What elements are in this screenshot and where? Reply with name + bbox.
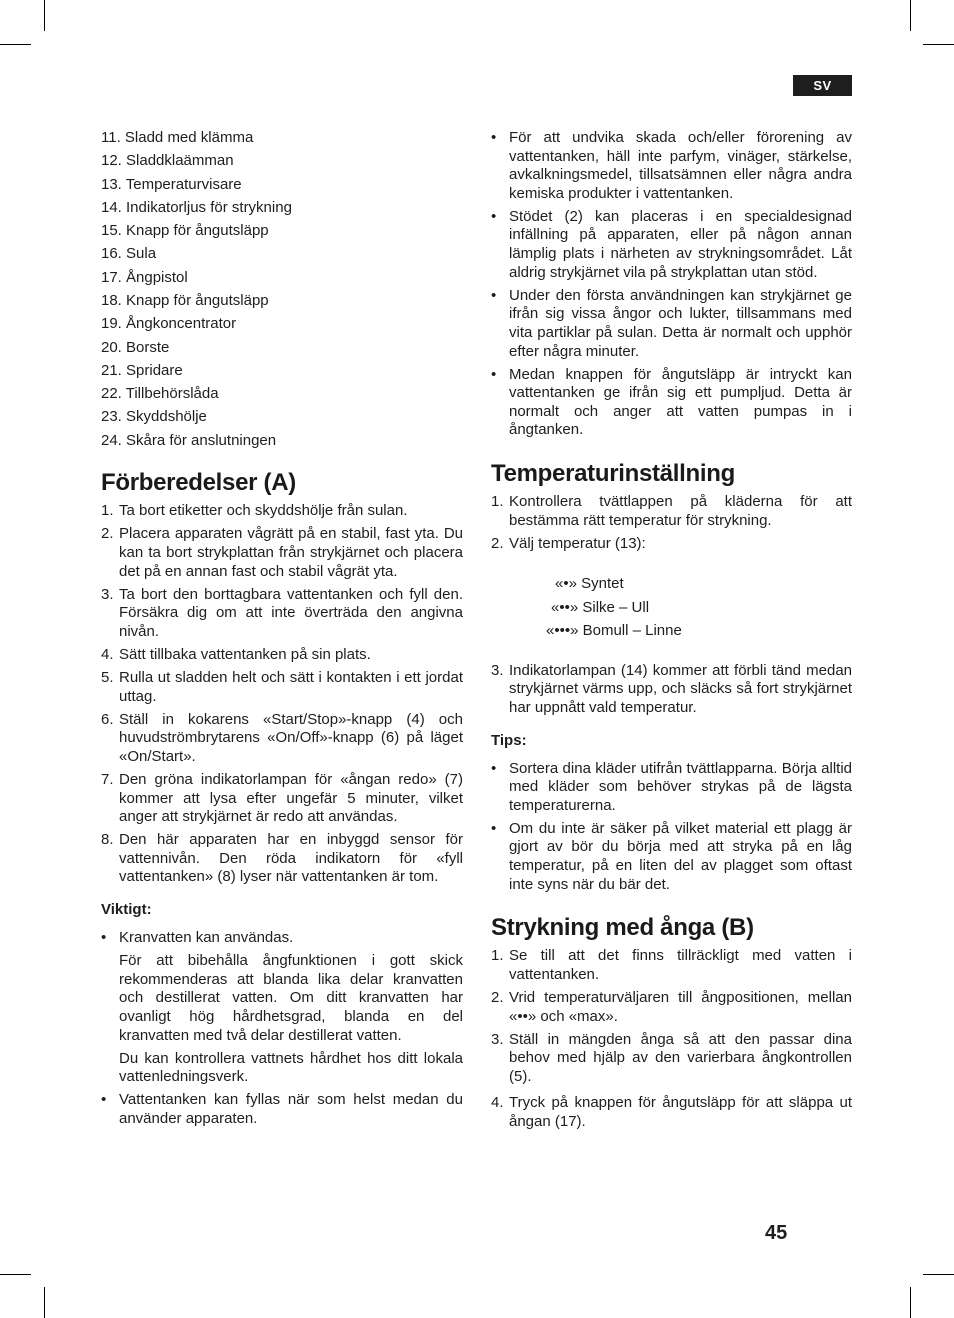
step-text: Sätt tillbaka vattentanken på sin plats.	[119, 645, 371, 663]
step-text: Ställ in mängden ånga så att den passar dina behov med hjälp av den varierbara ångkontrollen (5).	[509, 1030, 852, 1085]
bullet-icon: •	[491, 286, 497, 304]
list-item	[101, 525, 463, 581]
step-number: 1.	[101, 502, 114, 520]
list-item	[101, 669, 463, 706]
step-text: Välj temperatur (13):	[509, 534, 646, 552]
precaution-bullets	[491, 129, 852, 440]
bullet-icon: •	[491, 759, 497, 777]
step-text: Den här apparaten har en inbyggd sensor för vattennivån. Den röda indikatorn för «fyll vattentanken» (8) lyser när vattentanken är tom.	[119, 831, 463, 886]
step-number: 4.	[101, 645, 114, 663]
list-item	[491, 662, 852, 718]
parts-list	[101, 129, 463, 450]
preparation-steps	[101, 502, 463, 887]
list-item: 19. Ångkoncentrator	[101, 315, 237, 333]
list-item: 24. Skåra för anslutningen	[101, 431, 277, 449]
bullet-icon: •	[491, 207, 497, 225]
step-number: 2.	[491, 534, 504, 552]
bullet-icon: •	[491, 819, 497, 837]
bullet-text: Medan knappen för ångutsläpp är intryckt kan vattentanken ge ifrån sig ett pumpljud. Detta är normalt och anger att vatten pumpas in i ångtanken.	[509, 365, 852, 439]
crop-mark	[910, 1287, 911, 1318]
step-text: Se till att det finns tillräckligt med vatten i vattentanken.	[509, 947, 852, 983]
list-item	[491, 287, 852, 361]
step-text: Den gröna indikatorlampan för «ångan redo» (7) kommer att lysa efter ungefär 5 minuter, vilket anger att strykjärnet är redo att användas.	[119, 770, 463, 826]
crop-mark	[923, 44, 954, 45]
step-text: Indikatorlampan (14) kommer att förbli tänd medan strykjärnet värms upp, och släcks så fort strykjärnet har uppnått vald temperatur.	[509, 661, 852, 716]
right-column	[491, 129, 852, 1136]
section-heading-temperature: Temperaturinställning	[491, 460, 735, 487]
list-item: 17. Ångpistol	[101, 268, 188, 286]
paragraph: För att bibehålla ångfunktionen i gott skick rekommenderas att blanda lika delar kranvatten och destillerat vatten. Om ditt kranvatten har ovanligt hög hårdhetsgrad, blanda en del kranvatten med två delar destillerat vatten.	[119, 952, 463, 1044]
bullet-text: Under den första användningen kan strykjärnet ge ifrån sig vissa ångor och lukter, tillsammans med vita partiklar på sulan. Detta är normalt och upphör efter några minuter.	[509, 286, 852, 360]
step-text: Ta bort den borttagbara vattentanken och fyll den. Försäkra dig om att inte överträda den angivna nivån.	[119, 585, 463, 640]
bullet-text: Kranvatten kan användas.	[119, 929, 294, 947]
step-number: 1.	[491, 947, 504, 965]
list-item: 22. Tillbehörslåda	[101, 385, 219, 403]
step-number: 2.	[491, 988, 504, 1006]
section-heading-preparation: Förberedelser (A)	[101, 469, 296, 497]
list-item	[491, 129, 852, 203]
temperature-setting-3: «•••» Bomull – Linne	[546, 621, 682, 639]
list-item	[491, 1094, 852, 1131]
list-item	[491, 1031, 852, 1087]
list-item	[101, 1091, 463, 1128]
list-item: 20. Borste	[101, 338, 170, 356]
bullet-icon: •	[101, 1091, 107, 1109]
list-item	[101, 502, 463, 521]
list-item: 14. Indikatorljus för strykning	[101, 198, 292, 216]
list-item: 13. Temperaturvisare	[101, 175, 242, 193]
list-item: 12. Sladdklaämman	[101, 152, 234, 170]
list-item: 16. Sula	[101, 245, 157, 263]
crop-mark	[44, 0, 45, 31]
step-number: 5.	[101, 669, 114, 686]
step-text: Placera apparaten vågrätt på en stabil, fast yta. Du kan ta bort strykplattan från strykjärnet och placera det på en annan fast och stabil vågrät yta.	[119, 525, 463, 580]
list-item: 18. Knapp för ångutsläpp	[101, 291, 269, 309]
list-item	[491, 760, 852, 816]
list-item	[491, 366, 852, 440]
list-item	[101, 711, 463, 767]
step-text: Tryck på knappen för ångutsläpp för att släppa ut ångan (17).	[509, 1094, 852, 1130]
list-item: 15. Knapp för ångutsläpp	[101, 222, 269, 240]
language-tab: SV	[793, 75, 852, 96]
page-number: 45	[765, 1222, 788, 1244]
step-text: Ta bort etiketter och skyddshölje från sulan.	[119, 502, 408, 520]
crop-mark	[910, 0, 911, 31]
step-text: Kontrollera tvättlappen på kläderna för att bestämma rätt temperatur för strykning.	[509, 493, 852, 529]
temperature-symbols	[491, 558, 852, 662]
list-item: 23. Skyddshölje	[101, 408, 207, 426]
list-item	[101, 586, 463, 642]
step-number: 6.	[101, 710, 114, 728]
step-text: Rulla ut sladden helt och sätt i kontakten i ett jordat uttag.	[119, 669, 463, 705]
crop-mark	[0, 1274, 31, 1275]
list-item	[101, 771, 463, 827]
step-number: 1.	[491, 493, 504, 510]
bullet-text: Stödet (2) kan placeras i en specialdesignad infällning på apparaten, eller på någon annan lämplig plats i närheten av strykningsområdet. Låt aldrig strykjärnet vila på strykplattan utan stöd.	[509, 207, 852, 281]
list-item	[101, 831, 463, 887]
bullet-text: Vattentanken kan fyllas när som helst medan du använder apparaten.	[119, 1091, 463, 1127]
crop-mark	[923, 1274, 954, 1275]
paragraph: Du kan kontrollera vattnets hårdhet hos ditt lokala vattenledningsverk.	[119, 1049, 463, 1086]
list-item	[491, 989, 852, 1026]
bullet-icon: •	[491, 365, 497, 383]
list-item	[491, 535, 852, 554]
crop-mark	[0, 44, 31, 45]
step-text: Ställ in kokarens «Start/Stop»-knapp (4) och huvudströmbrytarens «On/Off»-knapp (6) på läget «On/Start».	[119, 710, 463, 765]
step-number: 3.	[491, 661, 504, 679]
temperature-setting-2: «••» Silke – Ull	[551, 598, 650, 616]
temperature-setting-1: «•» Syntet	[555, 574, 624, 592]
step-number: 4.	[491, 1094, 504, 1112]
step-number: 8.	[101, 831, 114, 849]
step-number: 7.	[101, 770, 114, 788]
section-heading-steam: Strykning med ånga (B)	[491, 914, 754, 942]
bullet-text: För att undvika skada och/eller förorening av vattentanken, häll inte parfym, vinäger, stärkelse, avkalkningsmedel, tillsatsämnen eller några andra kemiska produkter i vattentanken.	[509, 129, 852, 202]
important-heading: Viktigt:	[101, 901, 152, 919]
list-item	[491, 208, 852, 282]
tips-heading: Tips:	[491, 731, 527, 749]
crop-mark	[44, 1287, 45, 1318]
bullet-text: Om du inte är säker på vilket material ett plagg är gjort av bör du börja med att stryka på en låg temperatur, på en liten del av plagget som oftast inte syns när du bär det.	[509, 819, 852, 893]
step-number: 3.	[101, 585, 114, 603]
list-item	[101, 929, 463, 948]
list-item	[491, 820, 852, 894]
list-item	[491, 493, 852, 530]
list-item: 21. Spridare	[101, 361, 183, 379]
list-item: 11. Sladd med klämma	[101, 129, 254, 146]
bullet-icon: •	[101, 929, 107, 947]
bullet-icon: •	[491, 129, 497, 146]
bullet-text: Sortera dina kläder utifrån tvättlapparna. Börja alltid med kläder som behöver strykas på de lägsta temperaturerna.	[509, 759, 852, 814]
step-number: 2.	[101, 525, 114, 543]
step-text: Vrid temperaturväljaren till ångpositionen, mellan «••» och «max».	[509, 988, 852, 1025]
left-column	[101, 129, 463, 1133]
list-item	[491, 947, 852, 984]
step-number: 3.	[491, 1030, 504, 1048]
list-item	[101, 646, 463, 665]
